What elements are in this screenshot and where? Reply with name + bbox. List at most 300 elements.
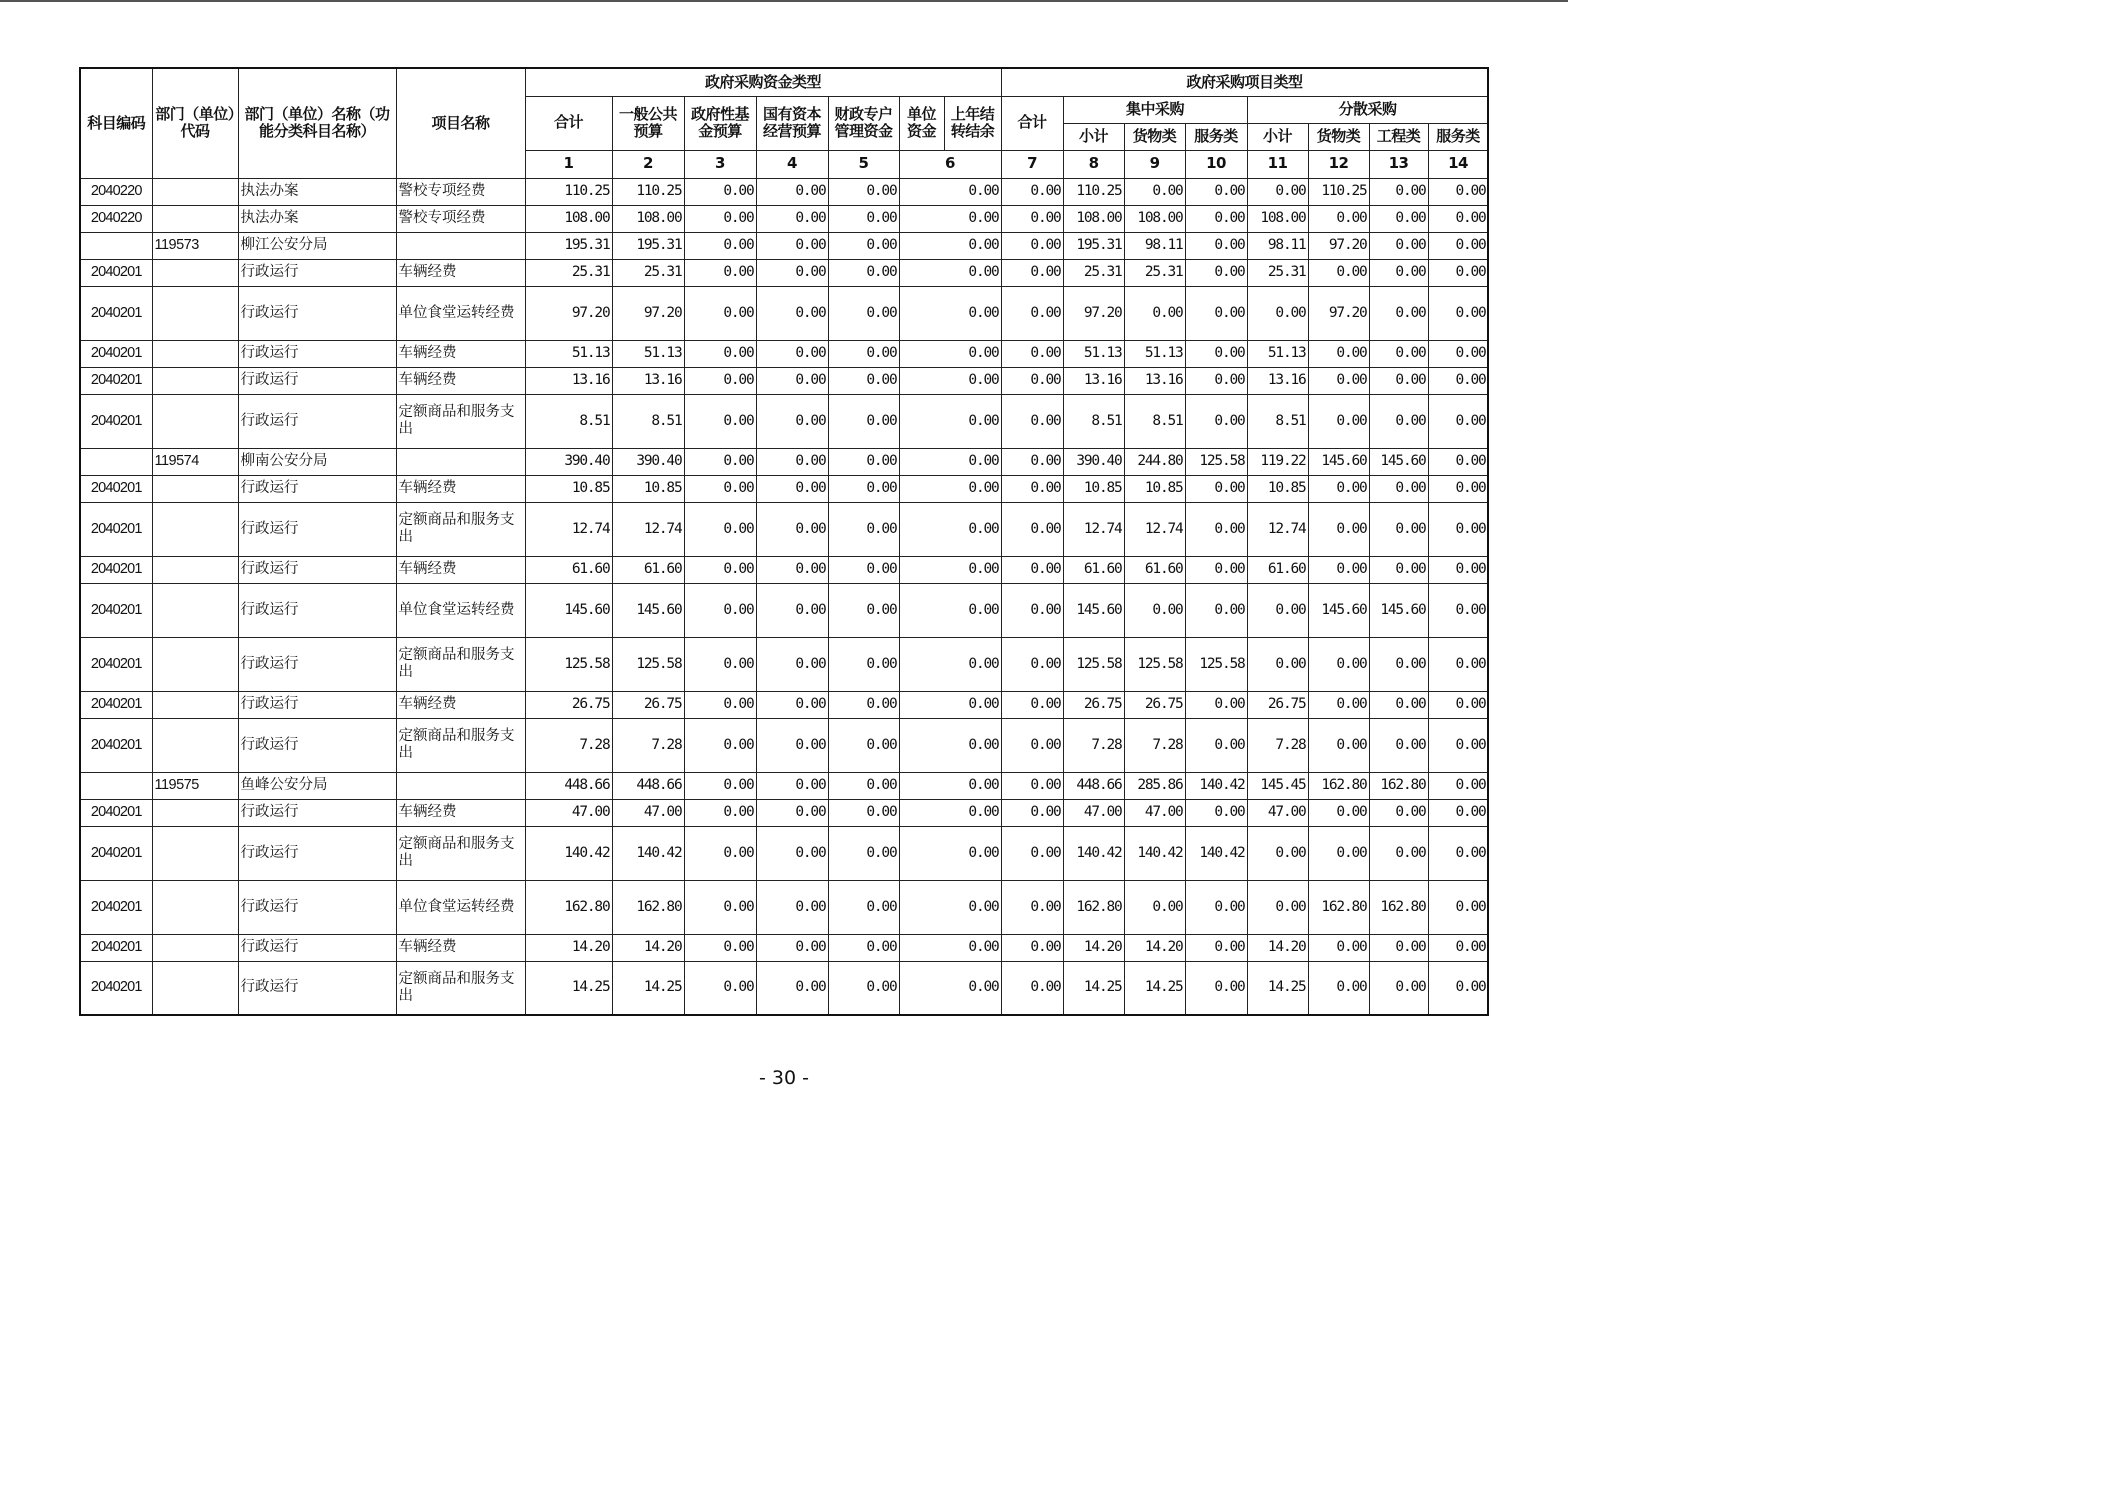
header-c-services: 服务类 xyxy=(1185,123,1247,150)
dept-name-cell: 执法办案 xyxy=(238,178,396,205)
value-cell: 125.58 xyxy=(1185,448,1247,475)
dept-name-cell: 鱼峰公安分局 xyxy=(238,772,396,799)
subject-code-cell: 2040201 xyxy=(80,367,152,394)
table-row xyxy=(80,583,1488,637)
value-cell: 0.00 xyxy=(1369,637,1428,691)
project-name-cell xyxy=(396,232,525,259)
value-cell: 0.00 xyxy=(899,394,1001,448)
value-cell: 13.16 xyxy=(1063,367,1124,394)
project-name-cell: 车辆经费 xyxy=(396,934,525,961)
subject-code-cell: 2040201 xyxy=(80,961,152,1015)
value-cell: 0.00 xyxy=(756,367,828,394)
dept-name-cell: 行政运行 xyxy=(238,880,396,934)
value-cell: 14.25 xyxy=(1124,961,1185,1015)
value-cell: 244.80 xyxy=(1124,448,1185,475)
subject-code-cell xyxy=(80,448,152,475)
table-row xyxy=(80,826,1488,880)
subject-code-cell: 2040201 xyxy=(80,691,152,718)
value-cell: 0.00 xyxy=(1124,286,1185,340)
value-cell: 0.00 xyxy=(1428,799,1488,826)
value-cell: 98.11 xyxy=(1124,232,1185,259)
dept-name-cell: 行政运行 xyxy=(238,718,396,772)
value-cell: 0.00 xyxy=(1185,340,1247,367)
value-cell: 0.00 xyxy=(1001,259,1063,286)
header-gov-fund-budget: 政府性基金预算 xyxy=(684,96,756,150)
value-cell: 7.28 xyxy=(1063,718,1124,772)
value-cell: 0.00 xyxy=(1185,286,1247,340)
value-cell: 25.31 xyxy=(525,259,612,286)
dept-name-cell: 行政运行 xyxy=(238,799,396,826)
value-cell: 0.00 xyxy=(1247,286,1308,340)
value-cell: 0.00 xyxy=(1001,961,1063,1015)
value-cell: 0.00 xyxy=(684,367,756,394)
table-row xyxy=(80,799,1488,826)
dept-code-cell xyxy=(152,259,238,286)
dept-code-cell xyxy=(152,880,238,934)
value-cell: 0.00 xyxy=(899,367,1001,394)
value-cell: 108.00 xyxy=(612,205,684,232)
value-cell: 448.66 xyxy=(525,772,612,799)
value-cell: 0.00 xyxy=(1428,232,1488,259)
dept-name-cell: 行政运行 xyxy=(238,394,396,448)
table-row xyxy=(80,691,1488,718)
value-cell: 26.75 xyxy=(525,691,612,718)
subject-code-cell: 2040201 xyxy=(80,475,152,502)
header-centralized: 集中采购 xyxy=(1063,96,1247,123)
value-cell: 25.31 xyxy=(1124,259,1185,286)
value-cell: 61.60 xyxy=(1124,556,1185,583)
value-cell: 0.00 xyxy=(756,232,828,259)
value-cell: 0.00 xyxy=(828,475,899,502)
value-cell: 0.00 xyxy=(1247,880,1308,934)
dept-code-cell xyxy=(152,556,238,583)
value-cell: 0.00 xyxy=(684,178,756,205)
value-cell: 0.00 xyxy=(1308,556,1369,583)
dept-code-cell: 119574 xyxy=(152,448,238,475)
value-cell: 25.31 xyxy=(612,259,684,286)
header-state-capital-budget: 国有资本经营预算 xyxy=(756,96,828,150)
value-cell: 0.00 xyxy=(899,259,1001,286)
value-cell: 0.00 xyxy=(1369,259,1428,286)
dept-code-cell: 119575 xyxy=(152,772,238,799)
value-cell: 8.51 xyxy=(1247,394,1308,448)
value-cell: 0.00 xyxy=(756,286,828,340)
value-cell: 0.00 xyxy=(684,691,756,718)
subject-code-cell: 2040201 xyxy=(80,394,152,448)
value-cell: 0.00 xyxy=(1185,799,1247,826)
header-d-services: 服务类 xyxy=(1428,123,1488,150)
dept-name-cell: 行政运行 xyxy=(238,691,396,718)
header-dept-code: 部门（单位）代码 xyxy=(152,68,238,178)
subject-code-cell: 2040220 xyxy=(80,178,152,205)
value-cell: 10.85 xyxy=(612,475,684,502)
dept-name-cell: 行政运行 xyxy=(238,556,396,583)
value-cell: 108.00 xyxy=(1247,205,1308,232)
subject-code-cell xyxy=(80,772,152,799)
value-cell: 98.11 xyxy=(1247,232,1308,259)
value-cell: 14.25 xyxy=(612,961,684,1015)
subject-code-cell: 2040201 xyxy=(80,286,152,340)
value-cell: 0.00 xyxy=(1185,583,1247,637)
dept-name-cell: 行政运行 xyxy=(238,934,396,961)
table-row xyxy=(80,448,1488,475)
value-cell: 14.25 xyxy=(1247,961,1308,1015)
value-cell: 0.00 xyxy=(1308,394,1369,448)
procurement-budget-table xyxy=(79,67,1489,1016)
dept-code-cell xyxy=(152,637,238,691)
project-name-cell: 定额商品和服务支出 xyxy=(396,502,525,556)
value-cell: 0.00 xyxy=(1428,637,1488,691)
value-cell: 0.00 xyxy=(756,772,828,799)
value-cell: 0.00 xyxy=(1428,772,1488,799)
value-cell: 0.00 xyxy=(1369,799,1428,826)
value-cell: 162.80 xyxy=(1063,880,1124,934)
value-cell: 0.00 xyxy=(1369,205,1428,232)
project-name-cell: 车辆经费 xyxy=(396,340,525,367)
project-name-cell: 单位食堂运转经费 xyxy=(396,286,525,340)
value-cell: 195.31 xyxy=(1063,232,1124,259)
value-cell: 110.25 xyxy=(1063,178,1124,205)
value-cell: 0.00 xyxy=(1308,934,1369,961)
value-cell: 0.00 xyxy=(1428,718,1488,772)
column-number: 11 xyxy=(1247,150,1308,178)
value-cell: 14.20 xyxy=(1124,934,1185,961)
value-cell: 145.45 xyxy=(1247,772,1308,799)
value-cell: 0.00 xyxy=(899,880,1001,934)
value-cell: 110.25 xyxy=(525,178,612,205)
value-cell: 0.00 xyxy=(1001,691,1063,718)
column-number: 14 xyxy=(1428,150,1488,178)
dept-code-cell xyxy=(152,799,238,826)
dept-name-cell: 行政运行 xyxy=(238,367,396,394)
project-name-cell: 车辆经费 xyxy=(396,691,525,718)
value-cell: 0.00 xyxy=(1369,475,1428,502)
column-number: 10 xyxy=(1185,150,1247,178)
value-cell: 0.00 xyxy=(1369,340,1428,367)
value-cell: 0.00 xyxy=(1185,556,1247,583)
value-cell: 0.00 xyxy=(828,556,899,583)
value-cell: 0.00 xyxy=(1428,880,1488,934)
dept-name-cell: 行政运行 xyxy=(238,637,396,691)
value-cell: 0.00 xyxy=(828,394,899,448)
value-cell: 51.13 xyxy=(1247,340,1308,367)
value-cell: 145.60 xyxy=(1308,448,1369,475)
value-cell: 0.00 xyxy=(1369,232,1428,259)
value-cell: 51.13 xyxy=(612,340,684,367)
project-name-cell: 定额商品和服务支出 xyxy=(396,961,525,1015)
project-name-cell: 定额商品和服务支出 xyxy=(396,394,525,448)
value-cell: 0.00 xyxy=(1308,691,1369,718)
value-cell: 0.00 xyxy=(684,394,756,448)
value-cell: 0.00 xyxy=(1428,340,1488,367)
page-top-rule xyxy=(0,0,1568,2)
dept-name-cell: 行政运行 xyxy=(238,961,396,1015)
value-cell: 12.74 xyxy=(1063,502,1124,556)
value-cell: 0.00 xyxy=(684,340,756,367)
table-row xyxy=(80,772,1488,799)
value-cell: 0.00 xyxy=(828,367,899,394)
value-cell: 14.20 xyxy=(612,934,684,961)
value-cell: 0.00 xyxy=(1185,691,1247,718)
project-name-cell: 定额商品和服务支出 xyxy=(396,718,525,772)
value-cell: 0.00 xyxy=(1124,178,1185,205)
subject-code-cell: 2040201 xyxy=(80,259,152,286)
value-cell: 0.00 xyxy=(828,799,899,826)
value-cell: 8.51 xyxy=(612,394,684,448)
value-cell: 145.60 xyxy=(1369,448,1428,475)
value-cell: 0.00 xyxy=(899,286,1001,340)
value-cell: 12.74 xyxy=(612,502,684,556)
dept-code-cell xyxy=(152,367,238,394)
header-fund-total: 合计 xyxy=(525,96,612,150)
value-cell: 0.00 xyxy=(1369,691,1428,718)
value-cell: 0.00 xyxy=(1428,691,1488,718)
value-cell: 10.85 xyxy=(1063,475,1124,502)
header-subject-code: 科目编码 xyxy=(80,68,152,178)
value-cell: 97.20 xyxy=(612,286,684,340)
value-cell: 448.66 xyxy=(612,772,684,799)
value-cell: 0.00 xyxy=(1369,826,1428,880)
value-cell: 0.00 xyxy=(1308,340,1369,367)
value-cell: 0.00 xyxy=(899,232,1001,259)
value-cell: 390.40 xyxy=(612,448,684,475)
value-cell: 162.80 xyxy=(1369,880,1428,934)
value-cell: 0.00 xyxy=(1185,367,1247,394)
value-cell: 0.00 xyxy=(828,259,899,286)
value-cell: 0.00 xyxy=(1308,961,1369,1015)
value-cell: 12.74 xyxy=(525,502,612,556)
value-cell: 145.60 xyxy=(612,583,684,637)
value-cell: 285.86 xyxy=(1124,772,1185,799)
header-unit-funds: 单位资金 xyxy=(899,96,944,150)
value-cell: 140.42 xyxy=(1185,772,1247,799)
project-name-cell: 车辆经费 xyxy=(396,475,525,502)
value-cell: 0.00 xyxy=(828,205,899,232)
project-name-cell: 车辆经费 xyxy=(396,259,525,286)
value-cell: 0.00 xyxy=(828,232,899,259)
dept-code-cell xyxy=(152,502,238,556)
value-cell: 0.00 xyxy=(1001,340,1063,367)
subject-code-cell: 2040201 xyxy=(80,637,152,691)
header-fiscal-special: 财政专户管理资金 xyxy=(828,96,899,150)
project-name-cell: 警校专项经费 xyxy=(396,205,525,232)
value-cell: 51.13 xyxy=(1063,340,1124,367)
value-cell: 0.00 xyxy=(1428,502,1488,556)
value-cell: 0.00 xyxy=(1124,880,1185,934)
value-cell: 0.00 xyxy=(1308,799,1369,826)
value-cell: 0.00 xyxy=(828,340,899,367)
dept-name-cell: 行政运行 xyxy=(238,475,396,502)
table-body xyxy=(80,178,1488,1015)
value-cell: 0.00 xyxy=(1369,286,1428,340)
value-cell: 0.00 xyxy=(1308,502,1369,556)
value-cell: 0.00 xyxy=(1428,367,1488,394)
value-cell: 0.00 xyxy=(1001,772,1063,799)
column-number: 12 xyxy=(1308,150,1369,178)
value-cell: 145.60 xyxy=(525,583,612,637)
subject-code-cell: 2040201 xyxy=(80,718,152,772)
project-name-cell: 车辆经费 xyxy=(396,799,525,826)
value-cell: 0.00 xyxy=(1185,259,1247,286)
table-row xyxy=(80,475,1488,502)
table-row xyxy=(80,259,1488,286)
value-cell: 0.00 xyxy=(1428,205,1488,232)
value-cell: 12.74 xyxy=(1124,502,1185,556)
value-cell: 0.00 xyxy=(1369,961,1428,1015)
header-item-type-group: 政府采购项目类型 xyxy=(1001,68,1488,96)
value-cell: 0.00 xyxy=(756,394,828,448)
value-cell: 14.25 xyxy=(525,961,612,1015)
table-row xyxy=(80,394,1488,448)
value-cell: 14.20 xyxy=(1247,934,1308,961)
value-cell: 0.00 xyxy=(684,961,756,1015)
value-cell: 25.31 xyxy=(1063,259,1124,286)
value-cell: 0.00 xyxy=(899,691,1001,718)
value-cell: 47.00 xyxy=(1124,799,1185,826)
dept-name-cell: 柳江公安分局 xyxy=(238,232,396,259)
value-cell: 0.00 xyxy=(1428,934,1488,961)
value-cell: 0.00 xyxy=(756,475,828,502)
value-cell: 0.00 xyxy=(684,772,756,799)
value-cell: 26.75 xyxy=(1063,691,1124,718)
value-cell: 0.00 xyxy=(1185,178,1247,205)
subject-code-cell: 2040201 xyxy=(80,583,152,637)
value-cell: 0.00 xyxy=(1247,637,1308,691)
value-cell: 162.80 xyxy=(1369,772,1428,799)
value-cell: 0.00 xyxy=(1428,178,1488,205)
project-name-cell: 定额商品和服务支出 xyxy=(396,637,525,691)
project-name-cell: 定额商品和服务支出 xyxy=(396,826,525,880)
value-cell: 0.00 xyxy=(828,826,899,880)
value-cell: 0.00 xyxy=(756,691,828,718)
header-item-total: 合计 xyxy=(1001,96,1063,150)
value-cell: 0.00 xyxy=(1308,259,1369,286)
value-cell: 0.00 xyxy=(828,286,899,340)
dept-code-cell xyxy=(152,394,238,448)
value-cell: 0.00 xyxy=(1185,934,1247,961)
value-cell: 0.00 xyxy=(828,502,899,556)
value-cell: 390.40 xyxy=(1063,448,1124,475)
value-cell: 8.51 xyxy=(525,394,612,448)
value-cell: 0.00 xyxy=(1369,718,1428,772)
value-cell: 0.00 xyxy=(1185,205,1247,232)
table-row xyxy=(80,961,1488,1015)
value-cell: 0.00 xyxy=(828,448,899,475)
column-number: 7 xyxy=(1001,150,1063,178)
value-cell: 0.00 xyxy=(1001,637,1063,691)
value-cell: 0.00 xyxy=(1308,826,1369,880)
value-cell: 125.58 xyxy=(525,637,612,691)
value-cell: 0.00 xyxy=(1428,961,1488,1015)
value-cell: 0.00 xyxy=(1428,448,1488,475)
table-row xyxy=(80,205,1488,232)
value-cell: 0.00 xyxy=(684,259,756,286)
header-c-subtotal: 小计 xyxy=(1063,123,1124,150)
value-cell: 162.80 xyxy=(1308,772,1369,799)
dept-code-cell xyxy=(152,583,238,637)
dept-code-cell xyxy=(152,475,238,502)
value-cell: 110.25 xyxy=(1308,178,1369,205)
value-cell: 162.80 xyxy=(1308,880,1369,934)
value-cell: 0.00 xyxy=(899,934,1001,961)
project-name-cell xyxy=(396,772,525,799)
value-cell: 0.00 xyxy=(1124,583,1185,637)
value-cell: 0.00 xyxy=(1428,556,1488,583)
value-cell: 0.00 xyxy=(1428,286,1488,340)
value-cell: 140.42 xyxy=(1185,826,1247,880)
value-cell: 0.00 xyxy=(684,880,756,934)
header-c-goods: 货物类 xyxy=(1124,123,1185,150)
value-cell: 97.20 xyxy=(1308,286,1369,340)
value-cell: 0.00 xyxy=(1001,178,1063,205)
value-cell: 61.60 xyxy=(1063,556,1124,583)
subject-code-cell: 2040201 xyxy=(80,340,152,367)
value-cell: 0.00 xyxy=(1185,961,1247,1015)
header-fund-type-group: 政府采购资金类型 xyxy=(525,68,1001,96)
column-number: 4 xyxy=(756,150,828,178)
value-cell: 145.60 xyxy=(1308,583,1369,637)
value-cell: 162.80 xyxy=(612,880,684,934)
dept-code-cell xyxy=(152,826,238,880)
value-cell: 61.60 xyxy=(1247,556,1308,583)
project-name-cell: 单位食堂运转经费 xyxy=(396,583,525,637)
value-cell: 10.85 xyxy=(525,475,612,502)
column-number: 3 xyxy=(684,150,756,178)
value-cell: 0.00 xyxy=(756,961,828,1015)
value-cell: 140.42 xyxy=(612,826,684,880)
value-cell: 0.00 xyxy=(1428,475,1488,502)
value-cell: 0.00 xyxy=(1308,718,1369,772)
value-cell: 0.00 xyxy=(1428,259,1488,286)
value-cell: 8.51 xyxy=(1063,394,1124,448)
value-cell: 0.00 xyxy=(828,178,899,205)
value-cell: 0.00 xyxy=(756,826,828,880)
subject-code-cell: 2040220 xyxy=(80,205,152,232)
value-cell: 0.00 xyxy=(684,556,756,583)
value-cell: 0.00 xyxy=(828,772,899,799)
dept-code-cell xyxy=(152,340,238,367)
value-cell: 0.00 xyxy=(1369,178,1428,205)
table-row xyxy=(80,340,1488,367)
value-cell: 0.00 xyxy=(1308,475,1369,502)
header-general-budget: 一般公共预算 xyxy=(612,96,684,150)
value-cell: 51.13 xyxy=(1124,340,1185,367)
value-cell: 0.00 xyxy=(899,718,1001,772)
value-cell: 61.60 xyxy=(612,556,684,583)
value-cell: 0.00 xyxy=(1001,286,1063,340)
value-cell: 7.28 xyxy=(1124,718,1185,772)
value-cell: 61.60 xyxy=(525,556,612,583)
table-row xyxy=(80,367,1488,394)
value-cell: 0.00 xyxy=(1001,556,1063,583)
value-cell: 0.00 xyxy=(1185,502,1247,556)
value-cell: 0.00 xyxy=(1369,367,1428,394)
page-number: - 30 - xyxy=(759,1067,809,1089)
value-cell: 0.00 xyxy=(1001,448,1063,475)
value-cell: 14.20 xyxy=(1063,934,1124,961)
value-cell: 0.00 xyxy=(1369,934,1428,961)
value-cell: 0.00 xyxy=(756,448,828,475)
value-cell: 0.00 xyxy=(1185,394,1247,448)
value-cell: 0.00 xyxy=(1185,232,1247,259)
value-cell: 47.00 xyxy=(612,799,684,826)
value-cell: 0.00 xyxy=(756,259,828,286)
subject-code-cell: 2040201 xyxy=(80,799,152,826)
value-cell: 0.00 xyxy=(1428,826,1488,880)
value-cell: 0.00 xyxy=(899,448,1001,475)
header-dept-name: 部门（单位）名称（功能分类科目名称） xyxy=(238,68,396,178)
header-last-year-carryover: 上年结转结余 xyxy=(944,96,1001,150)
